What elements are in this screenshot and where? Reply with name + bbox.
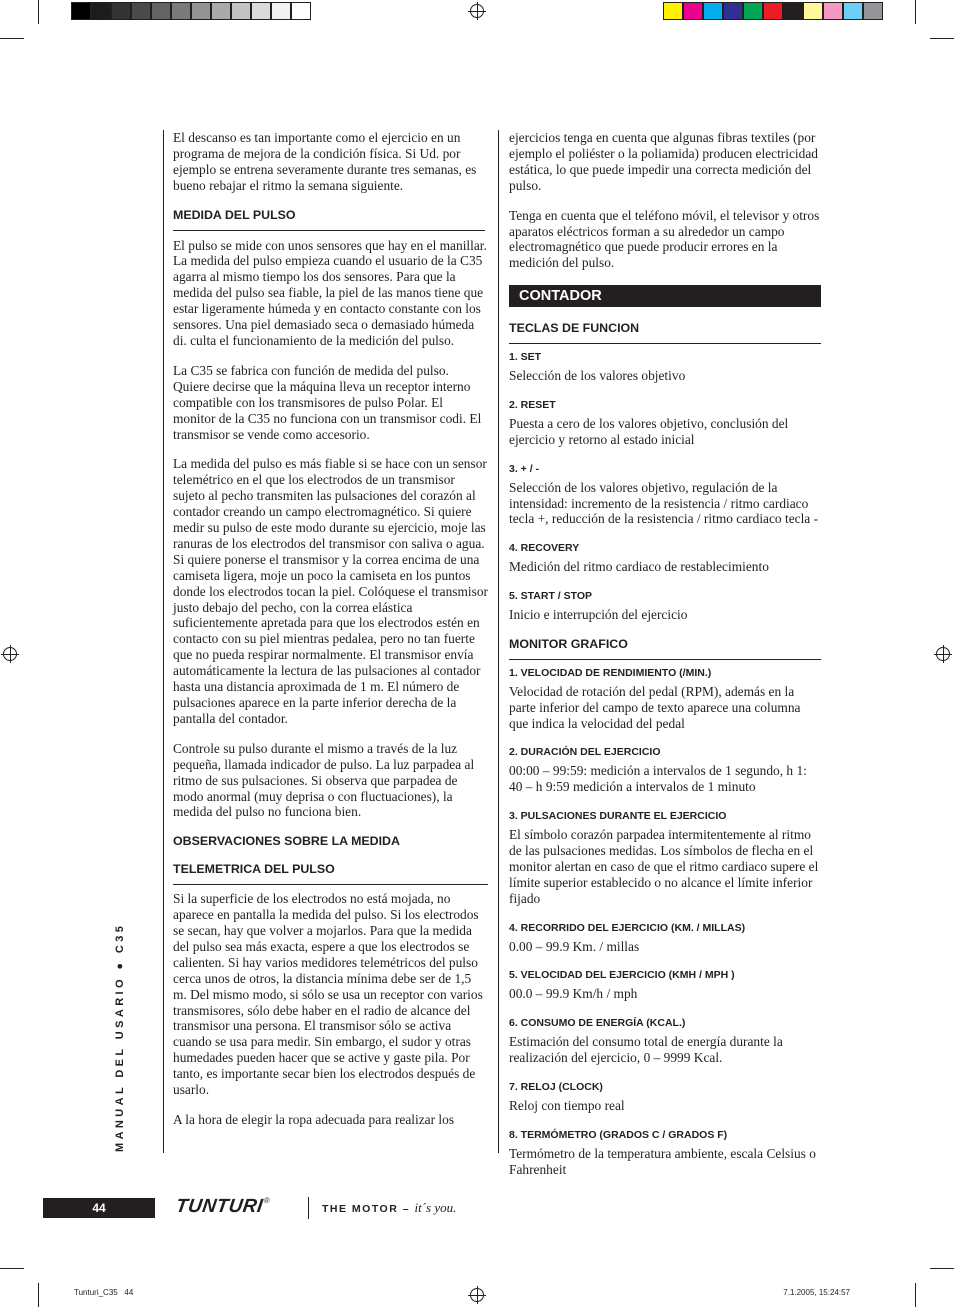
registration-mark-icon — [470, 4, 484, 18]
gray-swatch — [131, 2, 151, 20]
page-number: 44 — [43, 1198, 155, 1218]
side-label: MANUAL DEL USARIO ● C35 — [114, 922, 126, 1152]
item-text: 00.0 – 99.9 Km/h / mph — [509, 986, 638, 1002]
item-label: 5. VELOCIDAD DEL EJERCICIO (KMH / MPH ) — [509, 969, 735, 982]
crop-mark — [915, 1283, 916, 1307]
list-item — [509, 350, 821, 384]
item-label: 2. RESET — [509, 398, 556, 411]
heading-medida-del-pulso: MEDIDA DEL PULSO — [173, 207, 296, 222]
crop-mark — [0, 38, 24, 39]
list-item — [509, 462, 821, 528]
registered-mark: ® — [263, 1196, 271, 1205]
section-bar-contador: CONTADOR — [509, 285, 821, 307]
item-text: Termómetro de la temperatura ambiente, escala Celsius o Fahrenheit — [509, 1145, 816, 1177]
footer-divider — [308, 1197, 309, 1219]
crop-mark — [930, 1268, 954, 1269]
item-text: Selección de los valores objetivo — [509, 368, 686, 384]
paragraph: ejercicios tenga en cuenta que algunas fibras textiles (por ejemplo el poliéster o la poliamida) producen electricidad estática, lo que puede impedir una correcta medición del pulso. — [509, 130, 818, 193]
item-label: 4. RECORRIDO DEL EJERCICIO (KM. / MILLAS) — [509, 921, 746, 934]
list-item — [509, 589, 821, 623]
column-divider-rule — [498, 130, 499, 1153]
item-label: 3. PULSACIONES DURANTE EL EJERCICIO — [509, 810, 727, 823]
gray-swatch — [251, 2, 271, 20]
gray-swatch — [231, 2, 251, 20]
item-text: Selección de los valores objetivo, regulación de la intensidad: incremento de la resistencia / ritmo cardiaco tecla +, reducción de la resistencia / ritmo cardiaco tecla - — [509, 479, 819, 527]
heading-telemetrica: TELEMETRICA DEL PULSO — [173, 862, 488, 885]
color-swatch — [803, 2, 823, 20]
right-column — [509, 130, 821, 1192]
paragraph: A la hora de elegir la ropa adecuada para realizar los — [173, 1111, 455, 1127]
item-text: 00:00 – 99:59: medición a intervalos de 1 segundo, h 1: 40 – h 9:59 medición a intervalos de 1 minuto — [509, 763, 807, 795]
list-item — [509, 1080, 821, 1114]
tagline — [322, 1200, 456, 1216]
item-text: Reloj con tiempo real — [509, 1097, 625, 1113]
item-label: 8. TERMÓMETRO (GRADOS C / GRADOS F) — [509, 1128, 728, 1141]
paragraph: Controle su pulso durante el mismo a través de la luz pequeña, llamada indicador de pulso. La luz parpadea al ritmo de sus pulsaciones. Si observa que parpadea de modo anormal (muy deprisa o con fluctuaciones), la medida del pulso no funciona bien. — [173, 740, 475, 820]
tunturi-logo — [174, 1196, 270, 1218]
tagline-a: THE MOTOR – — [322, 1203, 415, 1215]
crop-mark — [0, 1268, 24, 1269]
item-label: 6. CONSUMO DE ENERGÍA (KCAL.) — [509, 1017, 686, 1030]
crop-mark — [930, 38, 954, 39]
gray-swatch — [211, 2, 231, 20]
list-item — [509, 809, 821, 906]
gray-swatch — [271, 2, 291, 20]
left-margin-rule — [163, 130, 164, 1153]
paragraph: Si la superficie de los electrodos no está mojada, no aparece en pantalla la medida del pulso. Si los electrodos se secan, hay que volver a mojarlos. Para que la medida del pulso sea más exacta, espere a que los electrodos se calienten. Si hay varios medidores telemétricos del pulso cerca unos de otros, la distancia mínima debe ser de 1,5 m. Del mismo modo, si sólo se usa un receptor con varios transmisores, sólo debe haber en el radio de alcance del transmisor una persona. El transmisor sólo se activa cuando se usa para medir. Sin embargo, el sudor y otras humedades pueden hacer que se active y gaste pila. Por tanto, es importante secar bien los electrodos después de usarlo. — [173, 891, 483, 1098]
gray-swatch — [111, 2, 131, 20]
crop-mark — [38, 0, 39, 24]
color-swatch — [703, 2, 723, 20]
left-column — [173, 130, 488, 1142]
gray-swatch — [171, 2, 191, 20]
gray-swatch — [191, 2, 211, 20]
color-swatch — [823, 2, 843, 20]
tagline-b: it´s you. — [414, 1200, 457, 1215]
item-text: 0.00 – 99.9 Km. / millas — [509, 938, 640, 954]
color-swatch — [863, 2, 883, 20]
color-swatch — [743, 2, 763, 20]
print-info-left: Tunturi_C35 44 — [74, 1288, 134, 1297]
item-text: Inicio e interrupción del ejercicio — [509, 607, 688, 623]
function-keys-list — [509, 350, 821, 623]
list-item — [509, 1016, 821, 1066]
list-item — [509, 968, 821, 1002]
crop-mark — [915, 0, 916, 24]
item-label: 5. START / STOP — [509, 590, 593, 603]
gray-swatch — [71, 2, 91, 20]
list-item — [509, 745, 821, 795]
paragraph: El descanso es tan importante como el ejercicio en un programa de mejora de la condición física. Si Ud. por ejemplo se entrena severamente durante tres semanas, es bueno rebajar el ritmo la semana siguiente. — [173, 130, 477, 193]
registration-mark-icon — [3, 647, 17, 661]
list-item — [509, 1128, 821, 1178]
color-swatch — [683, 2, 703, 20]
item-text: Puesta a cero de los valores objetivo, conclusión del ejercicio y retorno al estado inicial — [509, 415, 789, 447]
heading-observaciones: OBSERVACIONES SOBRE LA MEDIDA — [173, 834, 400, 849]
list-item — [509, 541, 821, 575]
item-text: Estimación del consumo total de energía durante la realización del ejercicio, 0 – 9999 Kcal. — [509, 1034, 783, 1066]
item-label: 1. SET — [509, 351, 542, 364]
heading-monitor-grafico: MONITOR GRAFICO — [509, 637, 821, 660]
print-info-right: 7.1.2005, 15:24:57 — [783, 1288, 850, 1297]
gray-swatch — [291, 2, 311, 20]
color-swatch — [783, 2, 803, 20]
item-text: Medición del ritmo cardiaco de restablecimiento — [509, 559, 769, 575]
color-swatch — [843, 2, 863, 20]
item-label: 7. RELOJ (CLOCK) — [509, 1080, 603, 1093]
item-text: Velocidad de rotación del pedal (RPM), además en la parte inferior del campo de texto aparece una columna que indica la velocidad del pedal — [509, 683, 801, 731]
heading-teclas-de-funcion: TECLAS DE FUNCION — [509, 321, 821, 344]
color-swatch — [723, 2, 743, 20]
gray-swatch — [91, 2, 111, 20]
item-label: 4. RECOVERY — [509, 542, 580, 555]
gray-swatch — [151, 2, 171, 20]
registration-mark-icon — [470, 1288, 484, 1302]
paragraph: La C35 se fabrica con función de medida del pulso. Quiere decirse que la máquina lleva un receptor interno compatible con los transmisores de pulso Polar. El monitor de la C35 no funciona con un transmisor codi. El transmisor se vende como accesorio. — [173, 362, 482, 442]
registration-mark-icon — [936, 647, 950, 661]
crop-mark — [38, 1283, 39, 1307]
item-text: El símbolo corazón parpadea intermitentemente al ritmo de las pulsaciones medidas. Los símbolos de flecha en el monitor alertan en caso de que el ritmo cardiaco supere el límite superior establecido o no alcance el límite inferior fijado — [509, 827, 819, 906]
item-label: 3. + / - — [509, 462, 540, 475]
list-item — [509, 921, 821, 955]
paragraph: Tenga en cuenta que el teléfono móvil, el televisor y otros aparatos eléctricos forman a su alrededor un campo electromagnético que puede producir errores en la medición del pulso. — [509, 207, 820, 271]
list-item — [509, 666, 821, 732]
list-item — [509, 398, 821, 448]
paragraph: El pulso se mide con unos sensores que hay en el manillar. La medida del pulso empieza cuando el usuario de la C35 agarra al mismo tiempo los dos sensores. Para que la medida del pulso sea fiable, la piel de las manos tiene que estar ligeramente húmeda y en contacto constante con los sensores. Una piel demasiado seca o demasiado húmeda di. culta el funcionamiento de la medición del pulso. — [173, 237, 487, 348]
heading-rule — [173, 230, 485, 231]
color-swatch — [763, 2, 783, 20]
item-label: 1. VELOCIDAD DE RENDIMIENTO (/MIN.) — [509, 666, 712, 679]
brand-name: TUNTURI — [174, 1196, 265, 1217]
monitor-list — [509, 666, 821, 1178]
paragraph: La medida del pulso es más fiable si se hace con un sensor telemétrico en el que los electrodos de un transmisor sujeto al pecho transmiten las pulsaciones del corazón al contador creando un campo electromagnético. Si quiere medir su pulso de este modo durante su ejercicio, moje las ranuras de los electrodos del transmisor con saliva o agua. Si quiere ponerse el transmisor y la correa encima de una camiseta ligera, moje un poco la camiseta en los puntos donde los electrodos tocan la piel. Colóquese el transmisor justo debajo del pecho, con la correa elástica suficientemente apretada para que los electrodos estén en contacto con su piel mientras pedalea, pero no tan fuerte que no pueda respirar normalmente. El transmisor envía automáticamente la lectura de las pulsaciones al contador hasta una distancia aproximada de 1 m. El número de pulsaciones aparece en la parte inferior derecha de la pantalla del contador. — [173, 456, 488, 726]
color-swatch — [663, 2, 683, 20]
item-label: 2. DURACIÓN DEL EJERCICIO — [509, 746, 661, 759]
